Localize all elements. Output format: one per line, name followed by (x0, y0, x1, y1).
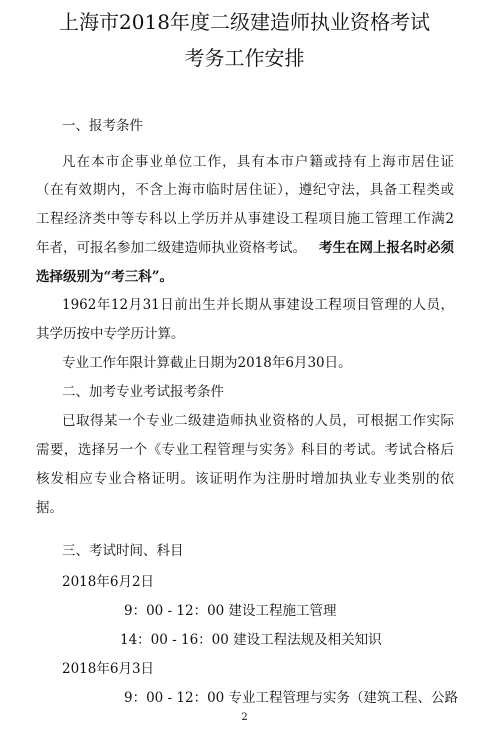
section2-paragraph1-line4: 据。 (36, 500, 63, 516)
section1-paragraph1-line5: 选择级别为“考三科”。 (36, 269, 174, 285)
section1-paragraph1-line2: （在有效期内，不含上海市临时居住证），遵纪守法，具备工程类或 (36, 182, 454, 198)
section2-paragraph1-line2: 需要，选择另一个《专业工程管理与实务》科目的考试。考试合格后 (36, 442, 454, 458)
section1-paragraph2-line1: 1962年12月31日前出生并长期从事建设工程项目管理的人员， (62, 297, 454, 313)
section1-heading: 一、报考条件 (62, 118, 143, 134)
page-number: 2 (241, 712, 248, 723)
exam-schedule-item-2: 14：00 - 16：00 建设工程法规及相关知识 (120, 632, 382, 648)
section1-paragraph1-line1: 凡在本市企事业单位工作，具有本市户籍或持有上海市居住证 (62, 154, 454, 170)
section2-heading: 二、加考专业考试报考条件 (62, 384, 224, 400)
exam-schedule-item-3: 9：00 - 12：00 专业工程管理与实务（建筑工程、公路 (124, 690, 459, 706)
exam-schedule-item-1: 9：00 - 12：00 建设工程施工管理 (124, 603, 337, 619)
section1-paragraph1-line3: 工程经济类中等专科以上学历并从事建设工程项目施工管理工作满2 (36, 211, 454, 227)
document-title-line2: 考务工作安排 (184, 46, 305, 70)
section1-paragraph1-line4-bold: 考生在网上报名时必须 (319, 240, 454, 256)
document-title-line1: 上海市2018年度二级建造师执业资格考试 (59, 10, 430, 34)
section2-paragraph1-line1: 已取得某一个专业二级建造师执业资格的人员，可根据工作实际 (62, 413, 454, 429)
section1-paragraph3-line1: 专业工作年限计算截止日期为2018年6月30日。 (62, 355, 352, 371)
section2-paragraph1-line3: 核发相应专业合格证明。该证明作为注册时增加执业专业类别的依 (36, 471, 454, 487)
section1-paragraph2-line2: 其学历按中专学历计算。 (36, 326, 185, 342)
section1-paragraph1-line4 (36, 239, 454, 257)
exam-date-2: 2018年6月3日 (62, 661, 155, 677)
exam-date-1: 2018年6月2日 (62, 574, 155, 590)
section3-heading: 三、考试时间、科目 (62, 543, 184, 559)
section1-paragraph1-line4-normal: 年者，可报名参加二级建造师执业资格考试。 (36, 240, 306, 256)
